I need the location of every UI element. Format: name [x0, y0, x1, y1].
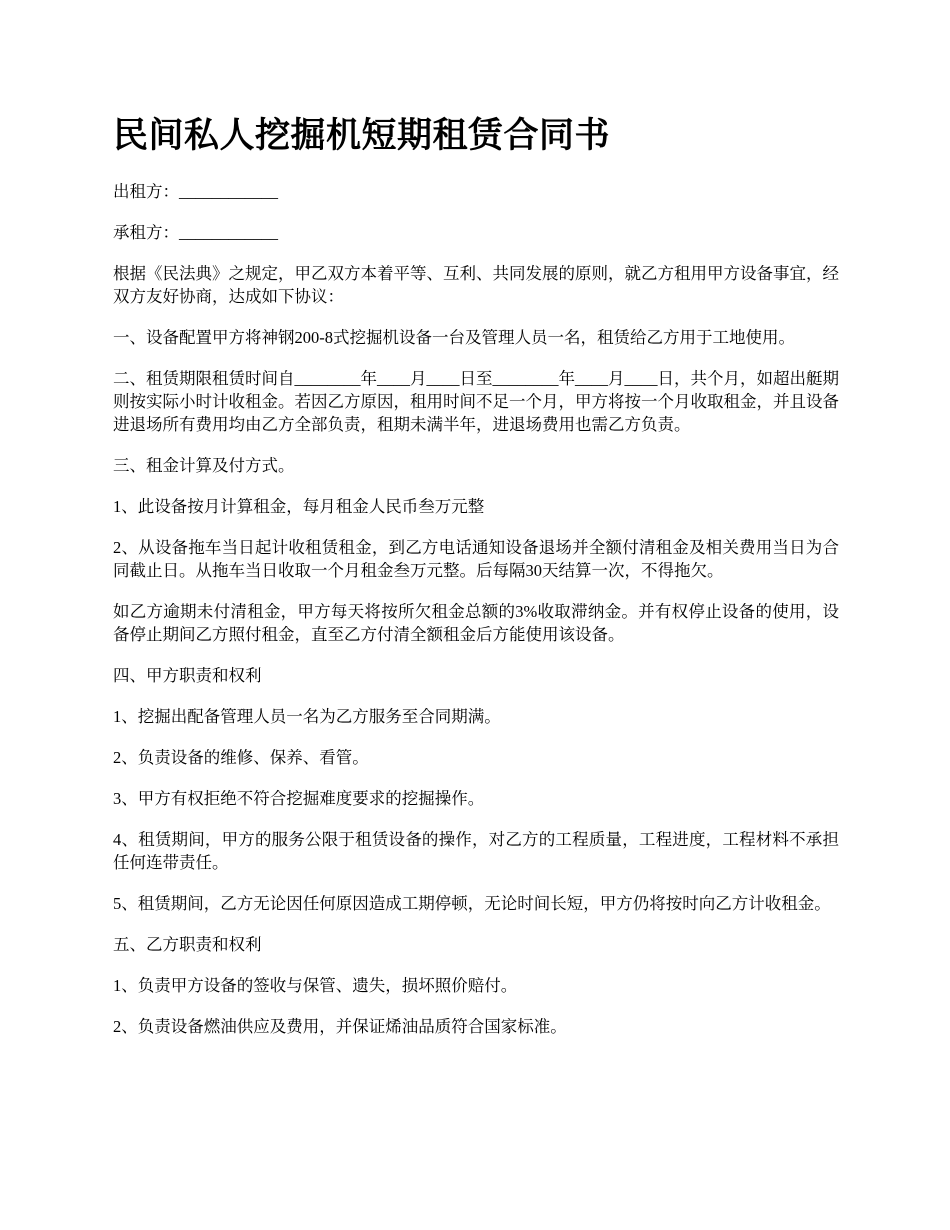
clause-4-item-3: 3、甲方有权拒绝不符合挖掘难度要求的挖掘操作。 [113, 789, 485, 808]
clause-4-heading: 四、甲方职责和权利 [113, 666, 262, 685]
party-lessee: 承租方：____________ [113, 223, 278, 242]
document-title: 民间私人挖掘机短期租赁合同书 [113, 116, 611, 155]
clause-5-heading: 五、乙方职责和权利 [113, 935, 262, 954]
clause-4-item-4: 4、租赁期间，甲方的服务公限于租赁设备的操作，对乙方的工程质量，工程进度，工程材料不承担任何连带责任。 [113, 830, 839, 872]
clause-3-item-1: 1、此设备按月计算租金，每月租金人民币叁万元整 [113, 497, 485, 516]
clause-2-term: 二、租赁期限租赁时间自________年____月____日至________年____月____日，共个月，如超出艇期则按实际小时计收租金。若因乙方原因，租用时间不足一个月，甲方将按一个月收取租金，并且设备进退场所有费用均由乙方全部负责，租期未满半年，进退场费用也需乙方负责。 [113, 369, 839, 434]
preamble-paragraph: 根据《民法典》之规定，甲乙双方本着平等、互利、共同发展的原则，就乙方租用甲方设备事宜，经双方友好协商，达成如下协议： [113, 264, 839, 306]
clause-5-item-1: 1、负责甲方设备的签收与保管、遗失，损坏照价赔付。 [113, 976, 518, 995]
document-body [113, 180, 839, 1056]
clause-1-equipment: 一、设备配置甲方将神钢200-8式挖掘机设备一台及管理人员一名，租赁给乙方用于工地使用。 [113, 328, 795, 347]
party-lessor: 出租方：____________ [113, 182, 278, 201]
clause-4-item-5: 5、租赁期间，乙方无论因任何原因造成工期停顿，无论时间长短，甲方仍将按时向乙方计收租金。 [113, 894, 831, 913]
clause-5-item-2: 2、负责设备燃油供应及费用，并保证烯油品质符合国家标准。 [113, 1017, 567, 1036]
clause-3-item-2: 2、从设备拖车当日起计收租赁租金，到乙方电话通知设备退场并全额付清租金及相关费用当日为合同截止日。从拖车当日收取一个月租金叁万元整。后每隔30天结算一次，不得拖欠。 [113, 538, 839, 580]
clause-4-item-1: 1、挖掘出配备管理人员一名为乙方服务至合同期满。 [113, 707, 501, 726]
clause-3-heading: 三、租金计算及付方式。 [113, 456, 295, 475]
clause-3-late-fee: 如乙方逾期未付清租金，甲方每天将按所欠租金总额的3%收取滞纳金。并有权停止设备的使用，设备停止期间乙方照付租金，直至乙方付清全额租金后方能使用该设备。 [113, 602, 839, 644]
clause-4-item-2: 2、负责设备的维修、保养、看管。 [113, 748, 369, 767]
